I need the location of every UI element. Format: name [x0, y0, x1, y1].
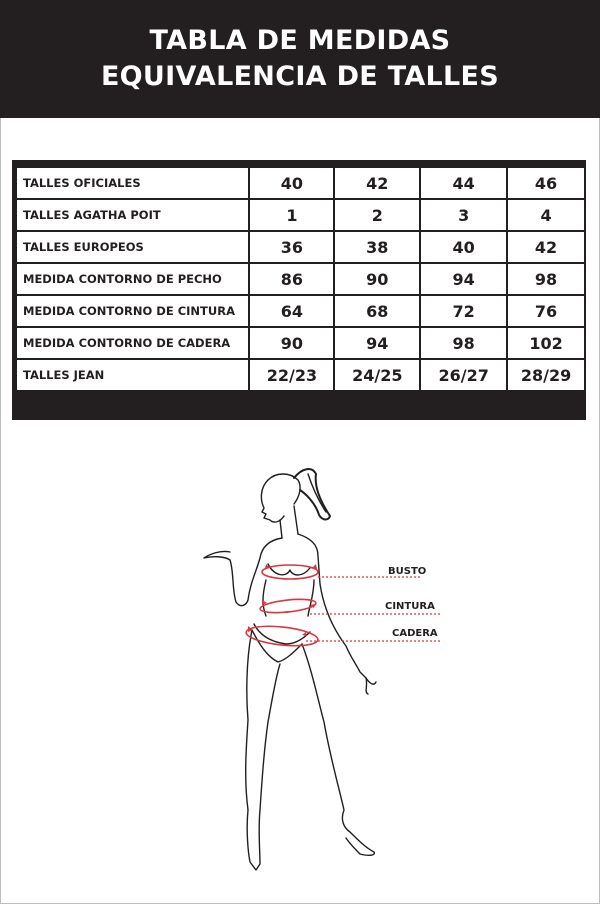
- cell-value: 44: [420, 167, 507, 199]
- size-table-frame: [12, 160, 586, 420]
- cell-value: 36: [249, 231, 334, 263]
- cell-value: 26/27: [420, 359, 507, 391]
- cell-value: 22/23: [249, 359, 334, 391]
- cell-value: 1: [249, 199, 334, 231]
- cell-value: 94: [334, 327, 420, 359]
- cell-value: 3: [420, 199, 507, 231]
- title-line-2: EQUIVALENCIA DE TALLES: [100, 61, 500, 92]
- cadera-label: CADERA: [392, 628, 438, 639]
- row-label: TALLES OFICIALES: [16, 167, 249, 199]
- cell-value: 68: [334, 295, 420, 327]
- table-row: [16, 295, 585, 327]
- row-label: MEDIDA CONTORNO DE CINTURA: [16, 295, 249, 327]
- cell-value: 2: [334, 199, 420, 231]
- cell-value: 38: [334, 231, 420, 263]
- table-row: [16, 167, 585, 199]
- size-table: [15, 166, 586, 392]
- row-label: MEDIDA CONTORNO DE PECHO: [16, 263, 249, 295]
- row-label: TALLES AGATHA POIT: [16, 199, 249, 231]
- cell-value: 98: [420, 327, 507, 359]
- table-row: [16, 359, 585, 391]
- cell-value: 102: [507, 327, 585, 359]
- cintura-label: CINTURA: [385, 601, 435, 612]
- cell-value: 64: [249, 295, 334, 327]
- cell-value: 42: [507, 231, 585, 263]
- cell-value: 4: [507, 199, 585, 231]
- row-label: TALLES EUROPEOS: [16, 231, 249, 263]
- cell-value: 90: [334, 263, 420, 295]
- busto-label: BUSTO: [388, 566, 427, 577]
- table-row: [16, 199, 585, 231]
- cell-value: 24/25: [334, 359, 420, 391]
- cell-value: 28/29: [507, 359, 585, 391]
- cell-value: 94: [420, 263, 507, 295]
- cell-value: 40: [249, 167, 334, 199]
- cell-value: 90: [249, 327, 334, 359]
- row-label: MEDIDA CONTORNO DE CADERA: [16, 327, 249, 359]
- cell-value: 98: [507, 263, 585, 295]
- cell-value: 40: [420, 231, 507, 263]
- woman-figure-icon: [190, 460, 450, 890]
- cell-value: 76: [507, 295, 585, 327]
- title-line-1: TABLA DE MEDIDAS: [149, 25, 451, 56]
- cell-value: 42: [334, 167, 420, 199]
- cell-value: 46: [507, 167, 585, 199]
- table-row: [16, 263, 585, 295]
- header-banner: [0, 0, 600, 118]
- table-row: [16, 327, 585, 359]
- cell-value: 72: [420, 295, 507, 327]
- body-measurement-illustration: [190, 460, 450, 890]
- cell-value: 86: [249, 263, 334, 295]
- table-row: [16, 231, 585, 263]
- row-label: TALLES JEAN: [16, 359, 249, 391]
